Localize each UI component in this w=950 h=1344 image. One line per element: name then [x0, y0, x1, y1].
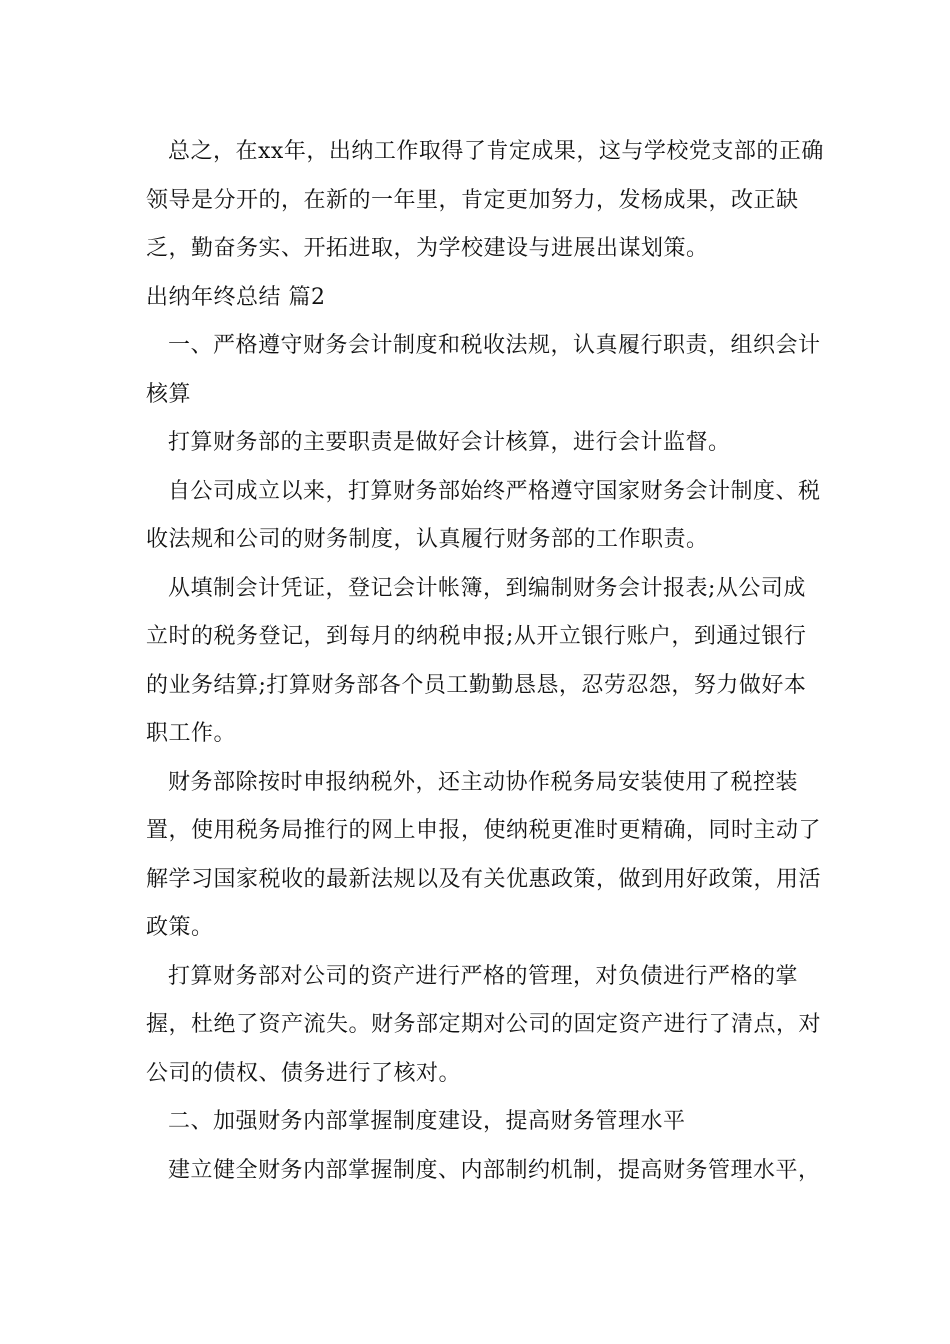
- paragraph-since-founding: 自公司成立以来，打算财务部始终严格遵守国家财务会计制度、税收法规和公司的财务制度，认真履行财务部的工作职责。: [146, 478, 821, 552]
- paragraph-summary: 总之，在xx年，出纳工作取得了肯定成果，这与学校党支部的正确领导是分开的，在新的一年里，肯定更加努力，发杨成果，改正缺乏，勤奋务实、开拓进取，为学校建设与进展出谋划策。: [146, 139, 824, 261]
- paragraph-responsibilities: 打算财务部的主要职责是做好会计核算，进行会计监督。: [168, 430, 731, 455]
- heading-two: 二、加强财务内部掌握制度建设，提高财务管理水平: [168, 1109, 686, 1134]
- paragraph-tax-filing: 财务部除按时申报纳税外，还主动协作税务局安装使用了税控装置，使用税务局推行的网上申报，使纳税更准时更精确，同时主动了解学习国家税收的最新法规以及有关优惠政策，做到用好政策，用活政策。: [146, 769, 822, 940]
- paragraph-internal-controls: 建立健全财务内部掌握制度、内部制约机制，提高财务管理水平，: [168, 1157, 821, 1183]
- paragraph-asset-management: 打算财务部对公司的资产进行严格的管理，对负债进行严格的掌握，杜绝了资产流失。财务部定期对公司的固定资产进行了清点，对公司的债权、债务进行了核对。: [146, 963, 822, 1086]
- paragraph-accounting-work: 从填制会计凭证，登记会计帐簿，到编制财务会计报表;从公司成立时的税务登记，到每月的纳税申报;从开立银行账户，到通过银行的业务结算;打算财务部各个员工勤勤恳恳，忍劳忍怨，努力做好本职工作。: [146, 575, 807, 746]
- section-title: 出纳年终总结 篇2: [146, 284, 326, 310]
- document-body: [146, 128, 826, 1195]
- heading-one: 一、严格遵守财务会计制度和税收法规，认真履行职责，组织会计核算: [146, 333, 821, 407]
